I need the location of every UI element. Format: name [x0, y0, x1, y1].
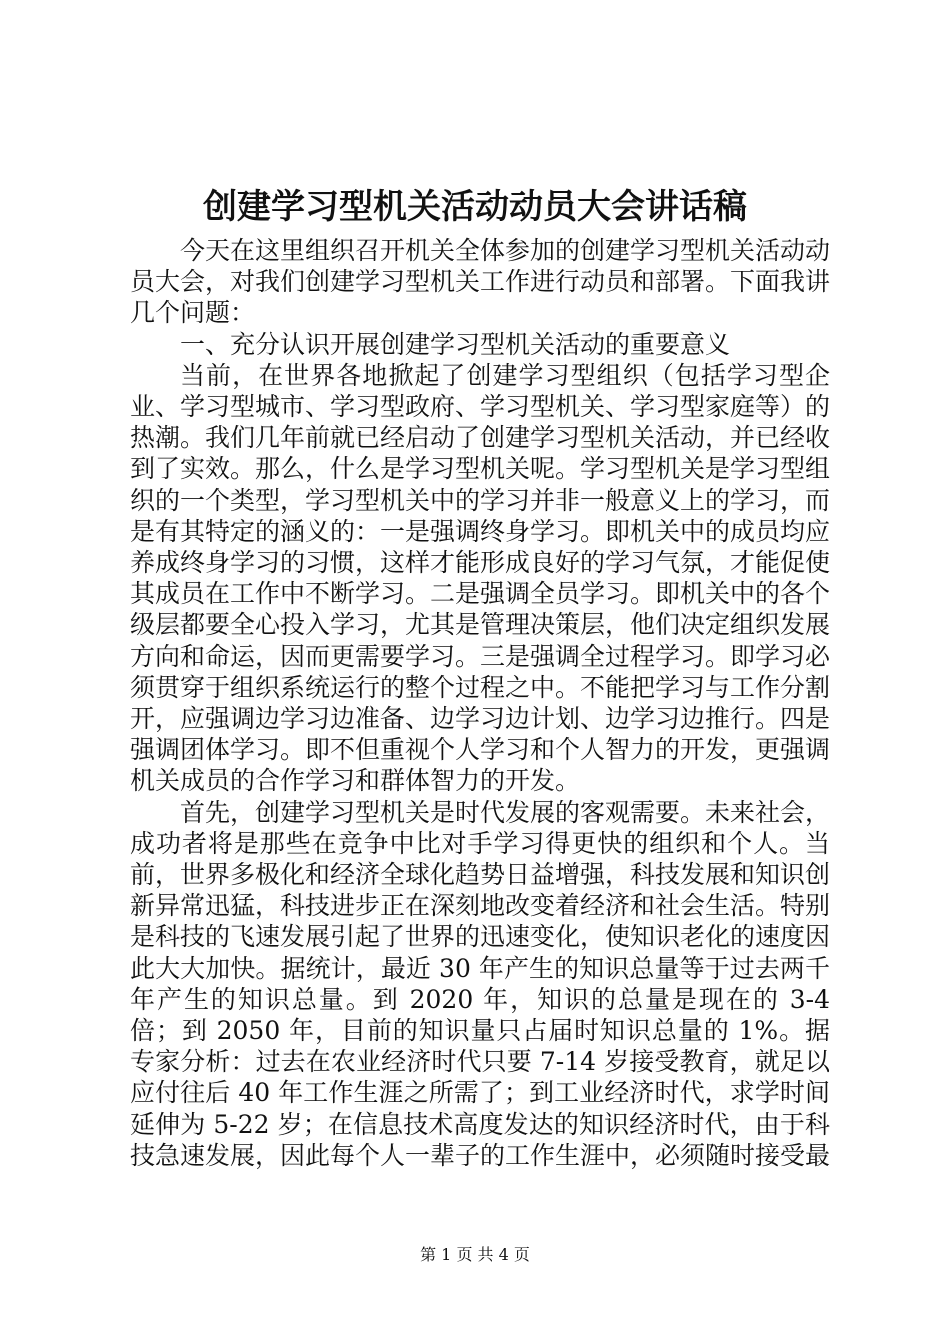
paragraph-intro: 今天在这里组织召开机关全体参加的创建学习型机关活动动员大会，对我们创建学习型机关工作进行动员和部署。下面我讲几个问题： — [130, 236, 831, 328]
page-number-footer: 第 1 页 共 4 页 — [420, 1245, 530, 1264]
paragraph-learning-organization: 当前，在世界各地掀起了创建学习型组织（包括学习型企业、学习型城市、学习型政府、学习型机关、学习型家庭等）的热潮。我们几年前就已经启动了创建学习型机关活动，并已经收到了实效。那么，什么是学习型机关呢。学习型机关是学习型组织的一个类型，学习型机关中的学习并非一般意义上的学习，而是有其特定的涵义的：一是强调终身学习。即机关中的成员均应养成终身学习的习惯，这样才能形成良好的学习气氛，才能促使其成员在工作中不断学习。二是强调全员学习。即机关中的各个级层都要全心投入学习，尤其是管理决策层，他们决定组织发展方向和命运，因而更需要学习。三是强调全过程学习。即学习必须贯穿于组织系统运行的整个过程之中。不能把学习与工作分割开，应强调边学习边准备、边学习边计划、边学习边推行。四是强调团体学习。即不但重视个人学习和个人智力的开发，更强调机关成员的合作学习和群体智力的开发。 — [130, 360, 831, 796]
section-heading-1: 一、充分认识开展创建学习型机关活动的重要意义 — [180, 329, 731, 359]
paragraph-era-development: 首先，创建学习型机关是时代发展的客观需要。未来社会，成功者将是那些在竞争中比对手学习得更快的组织和个人。当前，世界多极化和经济全球化趋势日益增强，科技发展和知识创新异常迅猛，科技进步正在深刻地改变着经济和社会生活。特别是科技的飞速发展引起了世界的迅速变化，使知识老化的速度因此大大加快。据统计，最近 30 年产生的知识总量等于过去两千年产生的知识总量。到 2020 年，知识的总量是现在的 3-4 倍；到 2050 年，目前的知识量只占届时知识总量的 1%。据专家分析：过去在农业经济时代只要 7-14 岁接受教育，就足以应付往后 40 年工作生涯之所需了；到工业经济时代，求学时间延伸为 5-22 岁；在信息技术高度发达的知识经济时代，由于科技急速发展，因此每个人一辈子的工作生涯中，必须随时接受最 — [130, 797, 831, 1170]
document-title: 创建学习型机关活动动员大会讲话稿 — [203, 187, 747, 227]
document-body — [130, 235, 830, 1171]
